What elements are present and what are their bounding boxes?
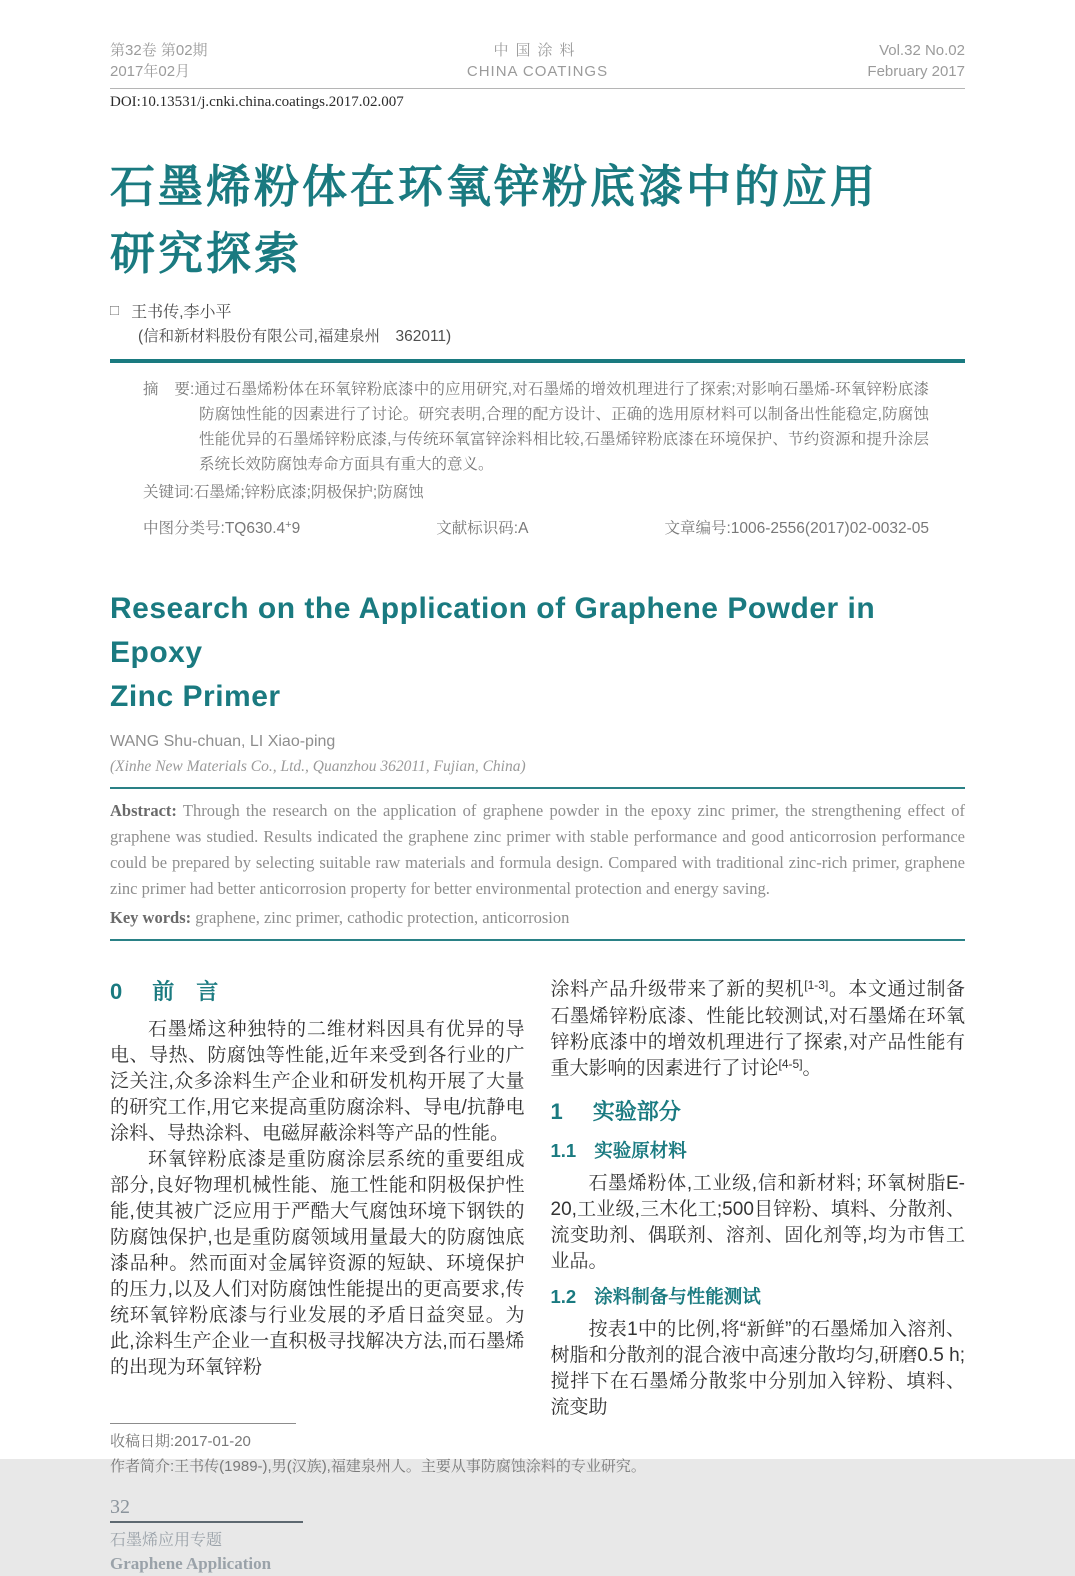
volume-issue-cn: 第32卷 第02期: [110, 42, 208, 59]
abstract-cn-text: 通过石墨烯粉体在环氧锌粉底漆中的应用研究,对石墨烯的增效机理进行了探索;对影响石墨烯-环氧锌粉底漆防腐蚀性能的因素进行了讨论。研究表明,合理的配方设计、正确的选用原材料可以制备出性能稳定,防腐蚀性能优异的石墨烯锌粉底漆,与传统环氧富锌涂料相比较,石墨烯锌粉底漆在环境保护、节约资源和提升涂层系统长效防腐蚀寿命方面具有重大的意义。: [194, 381, 929, 473]
keywords-cn-label: 关键词:: [143, 484, 194, 501]
section-0-paragraph-3: [551, 977, 966, 1083]
clc-base: TQ630.4: [224, 520, 286, 537]
citation-ref-1: [1-3]: [804, 977, 829, 992]
abstract-en-label: Abstract:: [110, 801, 177, 820]
topic-title-cn: 石墨烯应用专题: [110, 1531, 223, 1549]
authors-row: [110, 299, 965, 322]
divider-thin-teal-1: [110, 787, 965, 789]
page-footer: [110, 1495, 965, 1576]
section-1-2-heading: [551, 1283, 966, 1311]
section-0-paragraph-1: 石墨烯这种独特的二维材料因具有优异的导电、导热、防腐蚀等性能,近年来受到各行业的广泛关注,众多涂料生产企业和研发机构开展了大量的研究工作,用它来提高重防腐涂料、导电/抗静电涂料、导热涂料、电磁屏蔽涂料等产品的性能。: [110, 1018, 525, 1144]
section-1-2-paragraph: 按表1中的比例,将“新鲜”的石墨烯加入溶剂、树脂和分散剂的混合液中高速分散均匀,研磨0.5 h;搅拌下在石墨烯分散浆中分别加入锌粉、填料、流变助: [550, 1318, 965, 1418]
topic-title-en: Graphene Application: [110, 1553, 272, 1573]
section-0-number: 0: [110, 978, 123, 1004]
section-1-1-heading: [551, 1137, 966, 1165]
author-bio-label: 作者简介:: [110, 1457, 175, 1475]
section-1-2-title: 涂料制备与性能测试: [594, 1285, 761, 1307]
right-column: [551, 977, 966, 1421]
header-volume-en: [867, 40, 965, 82]
keywords-cn: 石墨烯;锌粉底漆;阴极保护;防腐蚀: [193, 484, 424, 501]
p3-text-c: 。: [802, 1057, 822, 1079]
author-marker-icon: □: [110, 302, 120, 319]
authors-cn: 王书传,李小平: [131, 304, 232, 321]
p3-text-a: 涂料产品升级带来了新的契机: [550, 978, 805, 1000]
divider-thin-teal-2: [110, 939, 965, 941]
title-cn-line1: 石墨烯粉体在环氧锌粉底漆中的应用: [110, 161, 879, 212]
section-1-1-title: 实验原材料: [594, 1139, 687, 1161]
clc-sup: +: [285, 519, 292, 531]
footnote-block: [110, 1423, 965, 1479]
keywords-en-label: Key words:: [110, 908, 192, 927]
journal-name-en: CHINA COATINGS: [466, 63, 609, 80]
keywords-cn-row: [110, 480, 965, 505]
author-bio: 王书传(1989-),男(汉族),福建泉州人。主要从事防腐蚀涂料的专业研究。: [174, 1457, 646, 1475]
title-cn-line2: 研究探索: [110, 228, 303, 279]
affiliation-en: (Xinhe New Materials Co., Ltd., Quanzhou 362011, Fujian, China): [110, 758, 526, 775]
received-date: 2017-01-20: [174, 1432, 251, 1450]
clc-end: 9: [291, 520, 301, 537]
section-0-heading: [110, 977, 525, 1007]
title-en-line1: Research on the Application of Graphene Powder in Epoxy: [110, 592, 876, 669]
footnote-divider: [110, 1423, 296, 1424]
section-1-heading: [551, 1097, 966, 1127]
divider-thick-teal: [110, 359, 965, 363]
abstract-en: [110, 798, 965, 902]
journal-name-cn: 中国涂料: [493, 42, 582, 59]
authors-en: WANG Shu-chuan, LI Xiao-ping: [110, 733, 336, 750]
article-title-cn: [110, 153, 965, 287]
section-1-number: 1: [550, 1098, 563, 1124]
doi-line: DOI:10.13531/j.cnki.china.coatings.2017.02.007: [110, 94, 404, 110]
abstract-cn: [143, 377, 929, 477]
section-1-1-number: 1.1: [550, 1139, 577, 1161]
doc-code-value: A: [518, 520, 529, 537]
volume-issue-en: Vol.32 No.02: [879, 42, 965, 59]
citation-ref-2: [4-5]: [778, 1056, 803, 1071]
classification-row: [110, 516, 965, 543]
body-columns: [110, 977, 965, 1421]
article-no-label: 文章编号:: [664, 520, 731, 537]
section-0-paragraph-2: 环氧锌粉底漆是重防腐涂层系统的重要组成部分,良好物理机械性能、施工性能和阴极保护性能,使其被广泛应用于严酷大气腐蚀环境下钢铁的防腐蚀保护,也是重防腐领域用量最大的防腐蚀底漆品种。然而面对金属锌资源的短缺、环境保护的压力,以及人们对防腐蚀性能提出的更高要求,传统环氧锌粉底漆与行业发展的矛盾日益突显。为此,涂料生产企业一直积极寻找解决方法,而石墨烯的出现为环氧锌粉: [110, 1148, 525, 1378]
affiliation-cn: (信和新材料股份有限公司,福建泉州 362011): [138, 328, 452, 345]
abstract-en-text: Through the research on the application of graphene powder in the epoxy zinc primer, the strengthening effect of graphene was studied. Results indicated the graphene zinc primer with stable performance and good anticorrosion performance could be prepared by selecting suitable raw materials and formula design. Compared with traditional zinc-rich primer, graphene zinc primer had better anticorrosion property for better environmental protection and energy saving.: [110, 801, 965, 898]
article-title-en: [110, 587, 965, 719]
date-en: February 2017: [867, 63, 965, 80]
abstract-cn-label: 摘 要:: [143, 381, 195, 398]
doc-code-label: 文献标识码:: [436, 520, 519, 537]
left-column: [110, 977, 525, 1421]
document-code: [436, 516, 528, 543]
section-1-title: 实验部分: [592, 1098, 681, 1124]
page-number: 32: [110, 1495, 130, 1518]
received-label: 收稿日期:: [110, 1432, 175, 1450]
received-date-line: [110, 1429, 965, 1454]
keywords-en: graphene, zinc primer, cathodic protection, anticorrosion: [191, 908, 570, 927]
section-1-2-number: 1.2: [550, 1285, 577, 1307]
footer-divider: [110, 1521, 303, 1523]
clc-number: [143, 516, 300, 543]
title-en-line2: Zinc Primer: [110, 680, 281, 713]
section-0-title: 前 言: [152, 978, 219, 1004]
date-cn: 2017年02月: [110, 63, 191, 80]
p3-text-b: 。本文通过制备石墨烯锌粉底漆、性能比较测试,对石墨烯在环氧锌粉底漆中的增效机理进行了探索,对产品性能有重大影响的因素进行了讨论: [550, 978, 965, 1079]
clc-label: 中图分类号:: [143, 520, 225, 537]
journal-header: [110, 40, 965, 89]
header-volume-cn: [110, 40, 208, 82]
author-bio-line: [110, 1454, 965, 1479]
keywords-en-row: [110, 905, 965, 931]
header-journal-name: [467, 40, 608, 82]
article-no-value: 1006-2556(2017)02-0032-05: [730, 520, 929, 537]
article-number: [664, 516, 929, 543]
abstract-cn-block: [110, 377, 965, 477]
section-1-1-paragraph: 石墨烯粉体,工业级,信和新材料; 环氧树脂E-20,工业级,三木化工;500目锌粉、填料、分散剂、流变助剂、偶联剂、溶剂、固化剂等,均为市售工业品。: [550, 1172, 965, 1272]
